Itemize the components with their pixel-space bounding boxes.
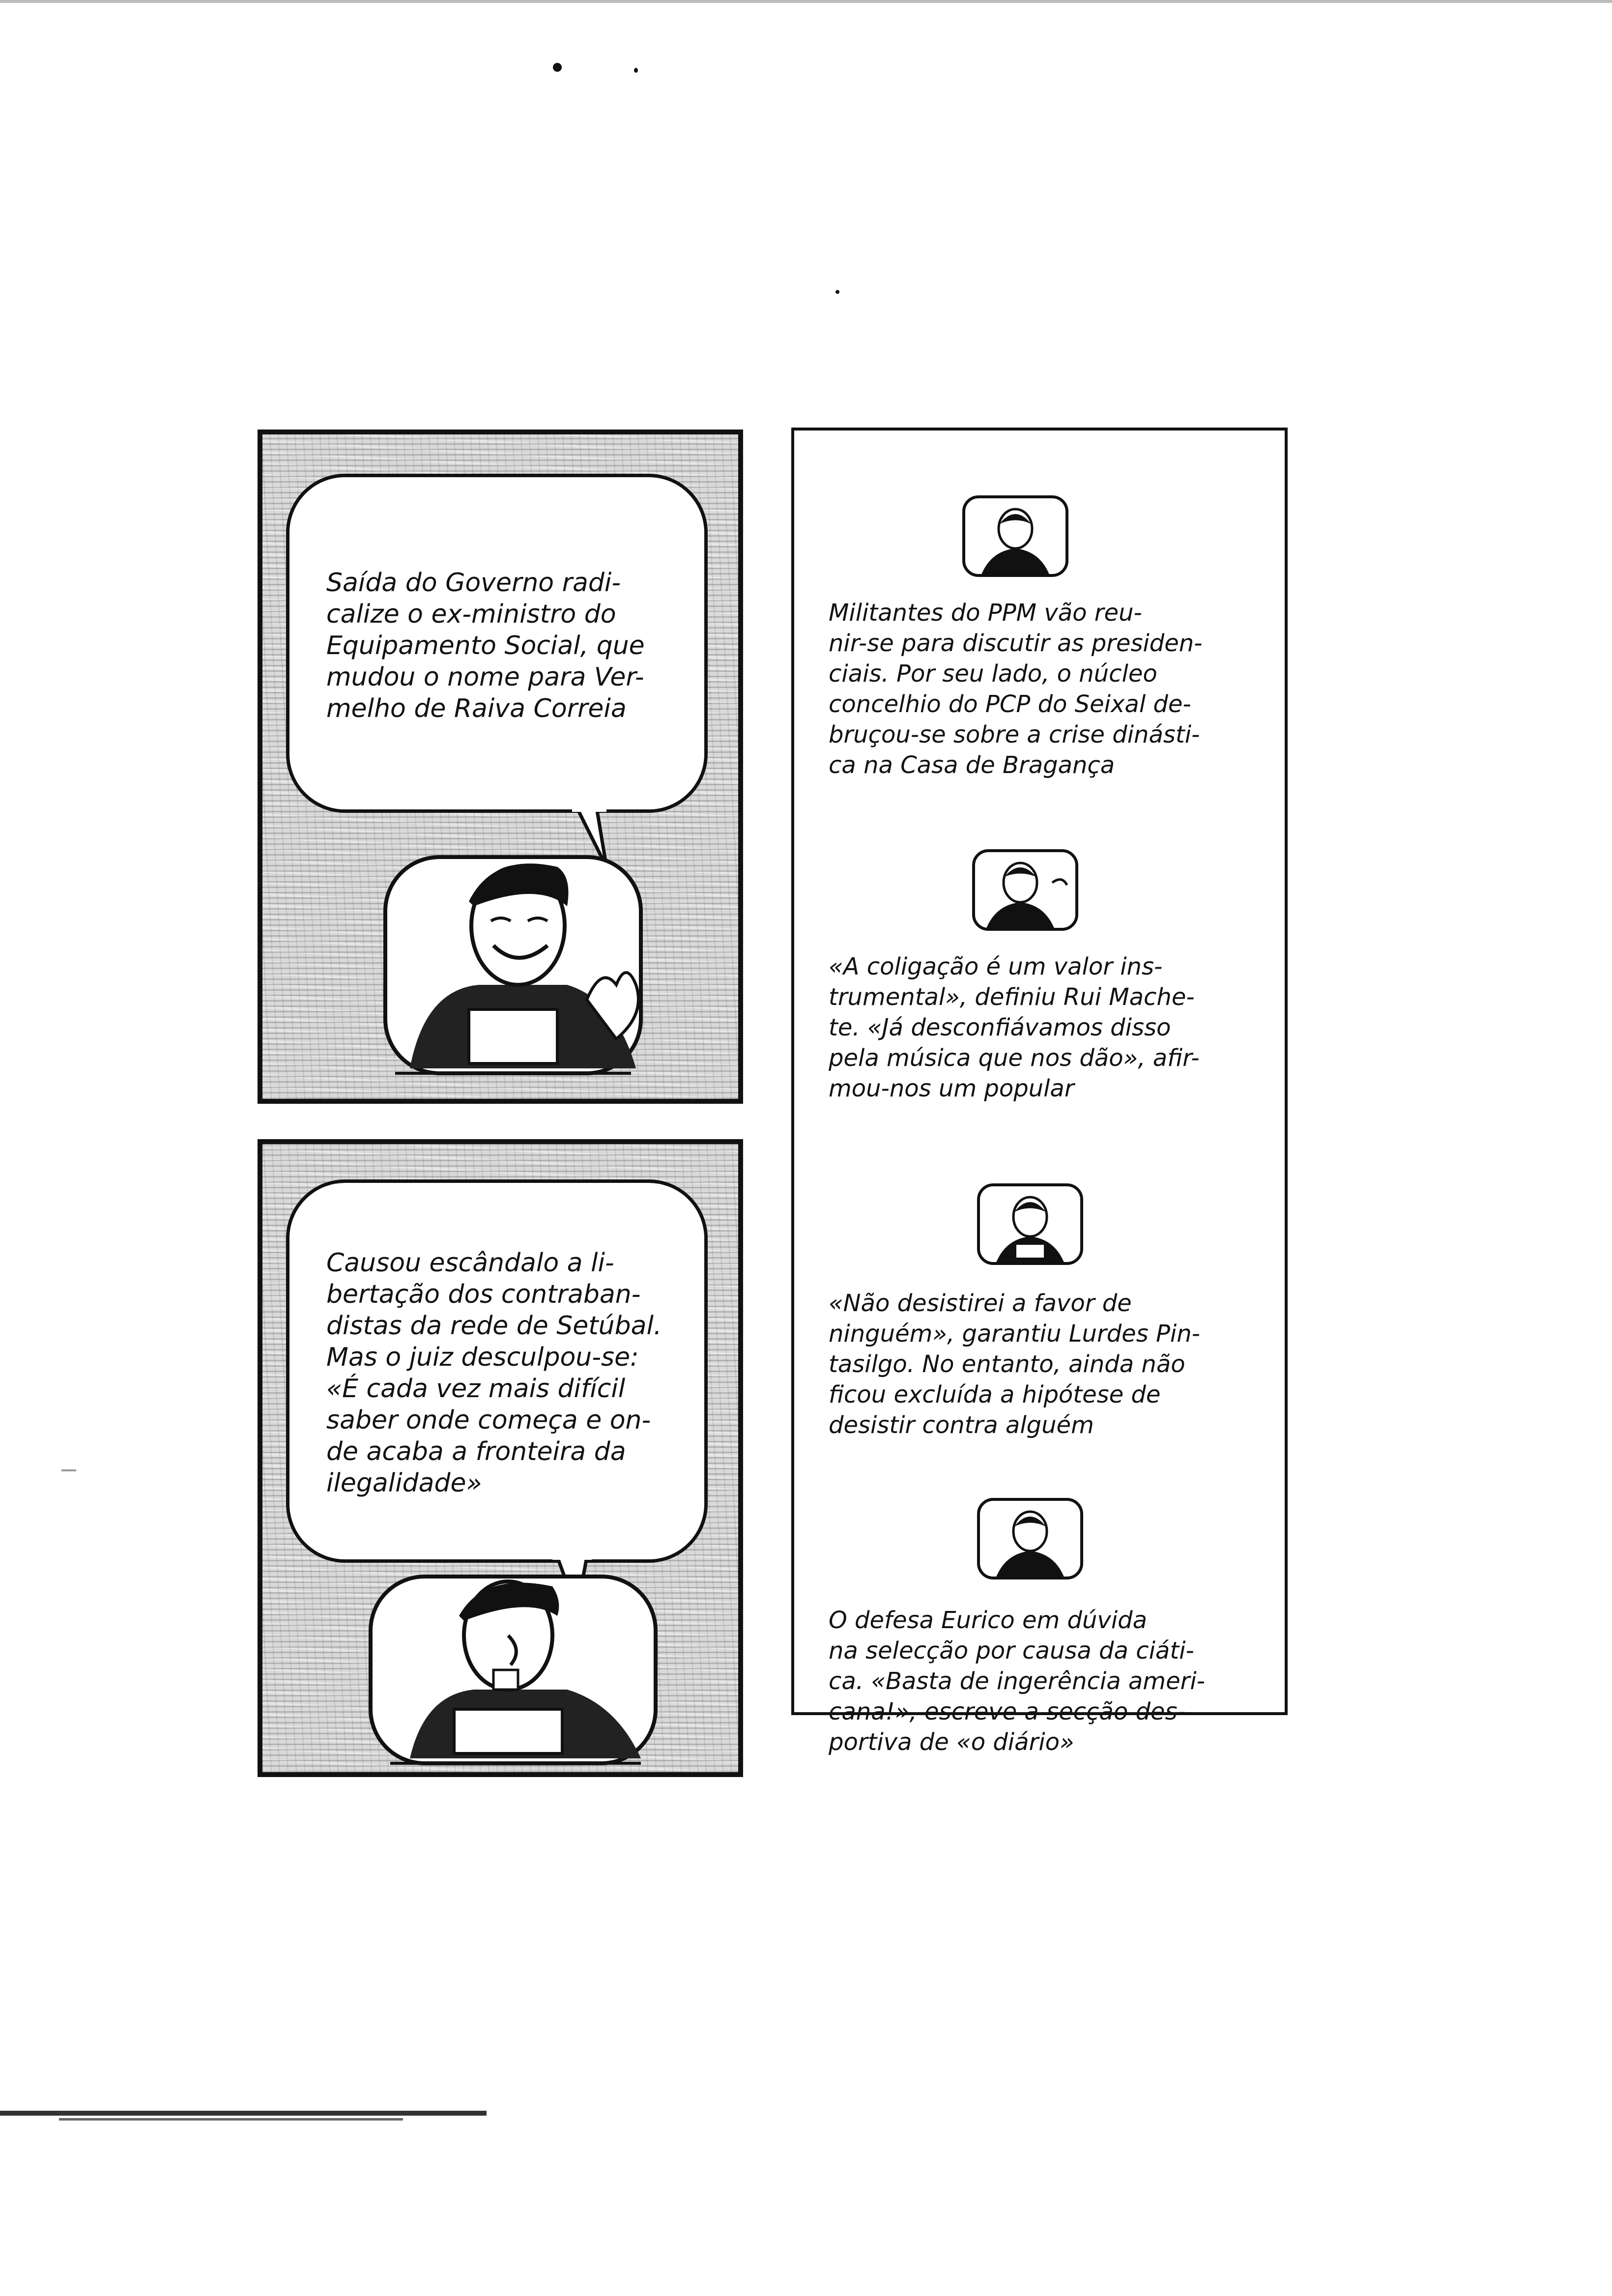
- tv-anchor-illustration: [262, 1144, 738, 1772]
- scan-dash-left: [61, 1469, 76, 1471]
- mini-tv-icon-2: [971, 848, 1079, 932]
- mini-tv-icon-4: [976, 1497, 1084, 1580]
- mini-tv-icon-1: [961, 494, 1069, 578]
- comic-panel-2: [258, 1139, 743, 1777]
- scan-speck: [553, 63, 562, 72]
- news-item-3: «Não desistirei a favor de ninguém», garantiu Lurdes Pin- tasilgo. No entanto, ainda não ficou excluída a hipótese de desistir contra alguém: [829, 1290, 1200, 1439]
- scan-speck: [835, 290, 839, 294]
- news-column-panel: [791, 428, 1288, 1756]
- comic-panel-1: [258, 430, 743, 1104]
- news-item-1: Militantes do PPM vão reu- nir-se para discutir as presiden- ciais. Por seu lado, o núcleo concelhio do PCP do Seixal de- bruçou-se sobre a crise dinásti- ca na Casa de Bragança: [829, 599, 1203, 779]
- news-item-4: O defesa Eurico em dúvida na selecção por causa da ciáti- ca. «Basta de ingerência ameri- cana!», escreve a secção des- portiva de «o diário»: [829, 1607, 1205, 1756]
- speech-bubble-text: Saída do Governo radi- calize o ex-ministro do Equipamento Social, que mudou o nome para Ver- melho de Raiva Correia: [326, 568, 645, 723]
- scan-speck: [634, 68, 638, 73]
- speech-bubble-text: Causou escândalo a li- bertação dos contraban- distas da rede de Setúbal. Mas o juiz desculpou-se: «É cada vez mais difícil saber onde começa e on- de acaba a fronteira da ilegalidade»: [326, 1248, 662, 1498]
- tv-anchor-illustration: [262, 434, 738, 1099]
- news-item-2: «A coligação é um valor ins- trumental», definiu Rui Mache- te. «Já desconfiávamos disso pela música que nos dão», afir- mou-nos um popular: [829, 953, 1200, 1102]
- mini-tv-icon-3: [976, 1182, 1084, 1266]
